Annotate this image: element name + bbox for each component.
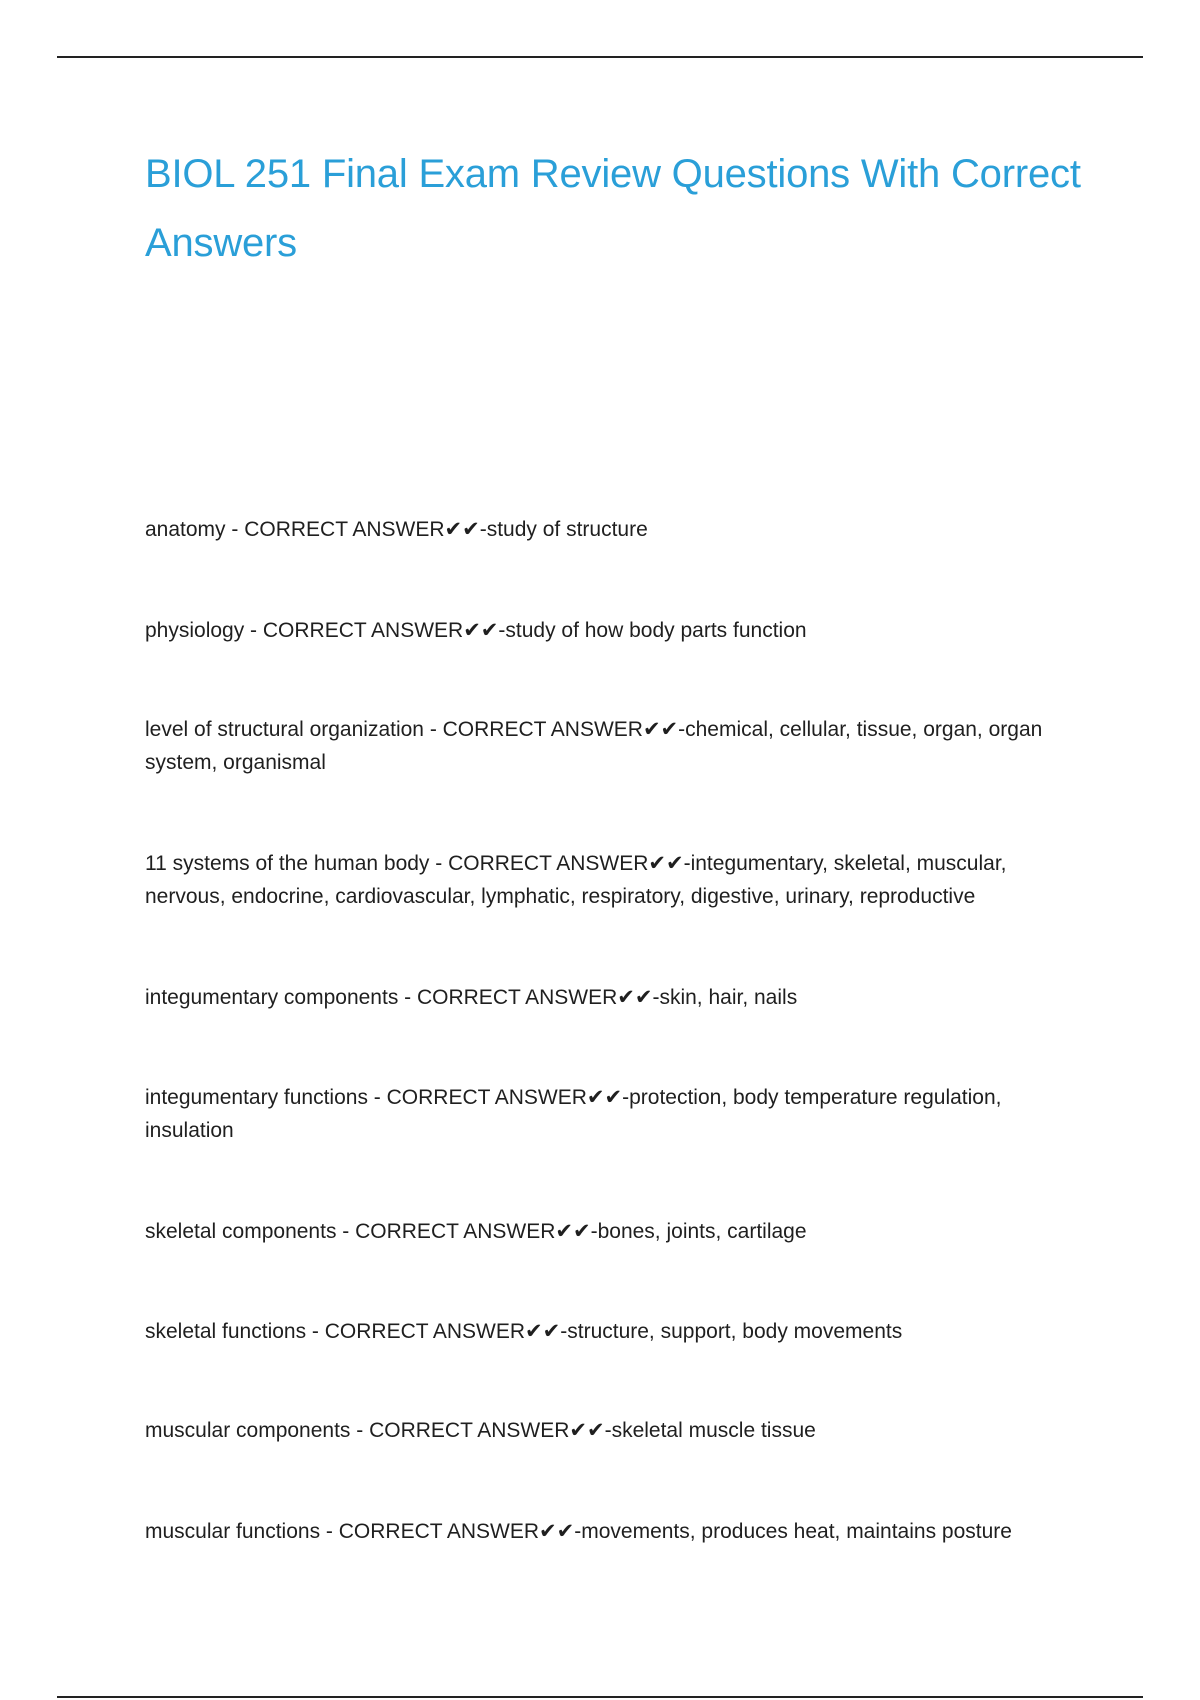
qa-entry-structural-organization: level of structural organization - CORRECT ANSWER✔✔-chemical, cellular, tissue, organ, organ system, organismal [145,718,1043,774]
qa-entry-skeletal-components: skeletal components - CORRECT ANSWER✔✔-bones, joints, cartilage [145,1220,807,1243]
document-title: BIOL 251 Final Exam Review Questions With Correct Answers [145,152,1081,265]
qa-entry-anatomy: anatomy - CORRECT ANSWER✔✔-study of structure [145,518,648,541]
qa-entry-integumentary-functions: integumentary functions - CORRECT ANSWER✔✔-protection, body temperature regulation, insulation [145,1086,1002,1142]
top-rule [57,56,1143,58]
qa-entry-muscular-functions: muscular functions - CORRECT ANSWER✔✔-movements, produces heat, maintains posture [145,1520,1012,1543]
qa-entry-muscular-components: muscular components - CORRECT ANSWER✔✔-skeletal muscle tissue [145,1419,816,1442]
qa-entry-skeletal-functions: skeletal functions - CORRECT ANSWER✔✔-structure, support, body movements [145,1320,903,1343]
qa-entry-physiology: physiology - CORRECT ANSWER✔✔-study of how body parts function [145,619,807,642]
qa-entry-integumentary-components: integumentary components - CORRECT ANSWER✔✔-skin, hair, nails [145,986,798,1009]
bottom-rule [57,1696,1143,1698]
document-body [145,140,1090,1543]
qa-entry-body-systems: 11 systems of the human body - CORRECT ANSWER✔✔-integumentary, skeletal, muscular, nervous, endocrine, cardiovascular, lymphatic, respiratory, digestive, urinary, reproductive [145,852,1007,908]
